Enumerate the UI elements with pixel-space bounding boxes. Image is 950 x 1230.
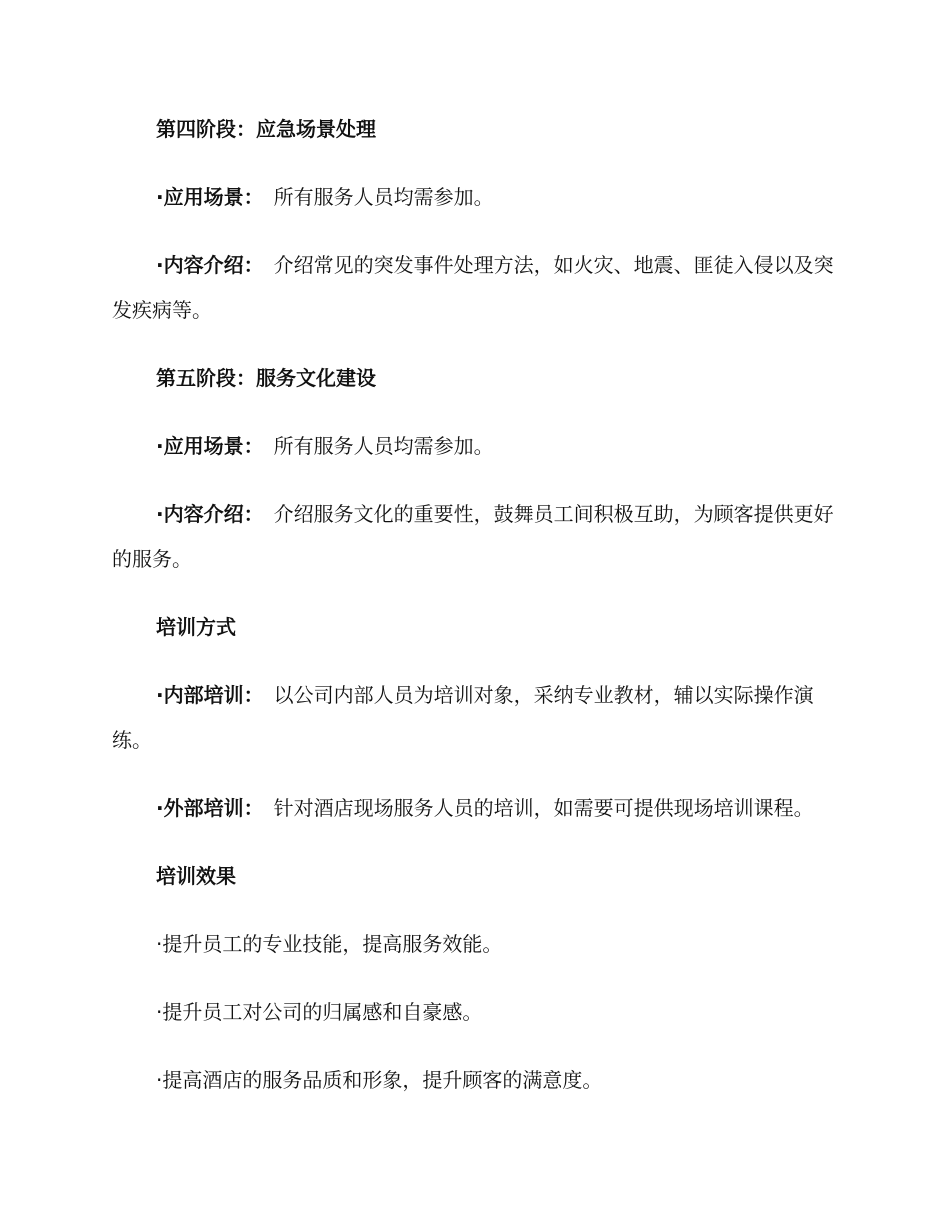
list-item xyxy=(112,492,838,582)
list-item xyxy=(112,424,838,469)
item-text: 针对酒店现场服务人员的培训，如需要可提供现场培训课程。 xyxy=(273,796,814,820)
list-item xyxy=(112,673,838,763)
item-text: 提高酒店的服务品质和形象，提升顾客的满意度。 xyxy=(162,1068,603,1092)
item-text: 介绍服务文化的重要性，鼓舞员工间积极互助，为顾客提供更好的服务。 xyxy=(112,502,834,571)
item-label: 应用场景： xyxy=(163,434,264,458)
section-heading-training-effect: 培训效果 xyxy=(156,864,236,888)
bullet: · xyxy=(156,185,164,209)
section-heading-stage-4: 第四阶段：应急场景处理 xyxy=(156,117,376,141)
item-text: 介绍常见的突发事件处理方法，如火灾、地震、匪徒入侵以及突发疾病等。 xyxy=(112,253,834,322)
bullet: · xyxy=(156,683,164,707)
section-heading-training-method: 培训方式 xyxy=(156,615,236,639)
item-text: 提升员工对公司的归属感和自豪感。 xyxy=(162,1000,483,1024)
list-item xyxy=(112,990,838,1035)
bullet: · xyxy=(156,796,164,820)
bullet: · xyxy=(156,932,163,956)
item-label: 内容介绍： xyxy=(163,502,264,526)
item-label: 外部培训： xyxy=(163,796,264,820)
bullet: · xyxy=(156,1068,163,1092)
list-item xyxy=(112,786,838,831)
item-text: 以公司内部人员为培训对象，采纳专业教材，辅以实际操作演练。 xyxy=(112,683,814,752)
bullet: · xyxy=(156,253,164,277)
list-item xyxy=(112,175,838,220)
list-item xyxy=(112,1058,838,1103)
bullet: · xyxy=(156,434,164,458)
item-label: 应用场景： xyxy=(163,185,264,209)
item-text: 所有服务人员均需参加。 xyxy=(273,434,494,458)
list-item xyxy=(112,243,838,333)
item-label: 内容介绍： xyxy=(163,253,264,277)
bullet: · xyxy=(156,502,164,526)
bullet: · xyxy=(156,1000,163,1024)
item-text: 所有服务人员均需参加。 xyxy=(273,185,494,209)
item-label: 内部培训： xyxy=(163,683,264,707)
item-text: 提升员工的专业技能，提高服务效能。 xyxy=(162,932,503,956)
list-item xyxy=(112,922,838,967)
section-heading-stage-5: 第五阶段：服务文化建设 xyxy=(156,366,376,390)
